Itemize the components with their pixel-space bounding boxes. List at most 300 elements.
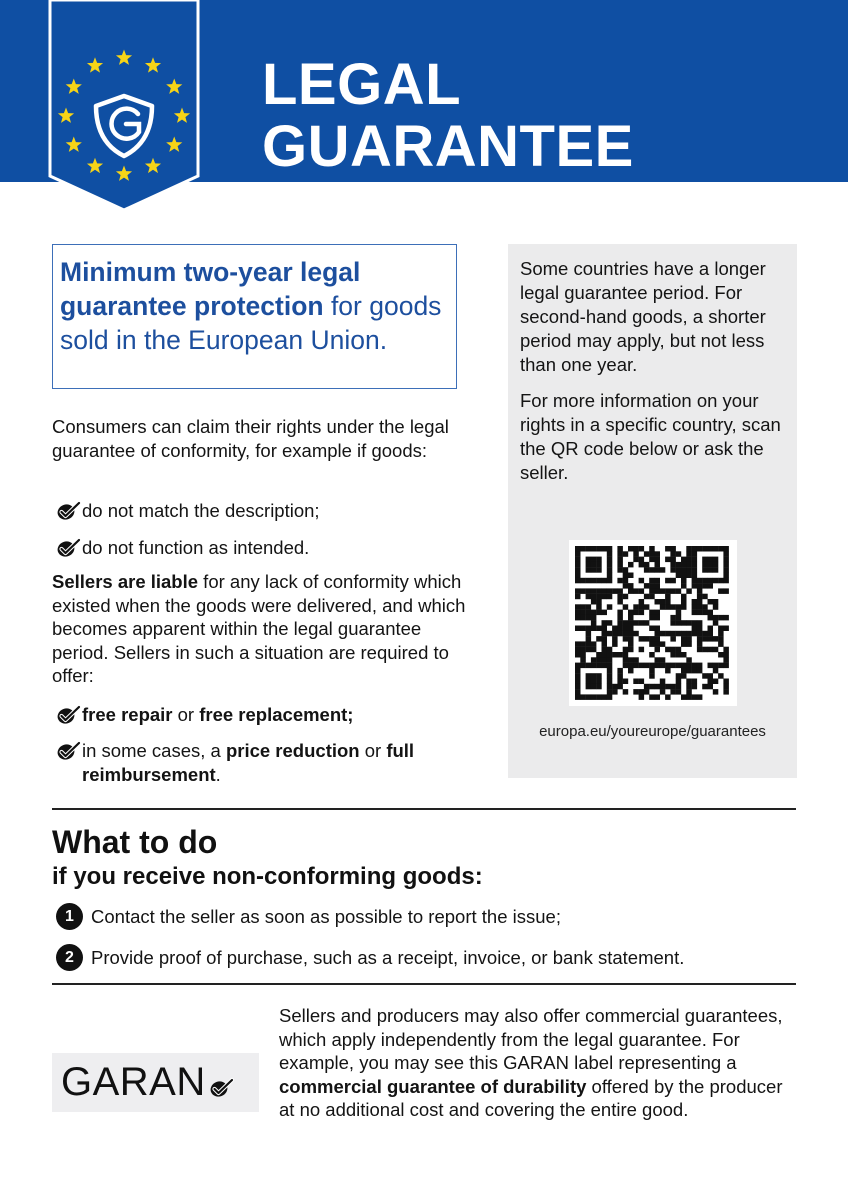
title-line-1: LEGAL: [262, 52, 462, 117]
qr-module: [718, 641, 724, 647]
qr-module: [607, 620, 613, 626]
qr-module: [708, 631, 714, 637]
qr-module: [670, 647, 676, 653]
qr-module: [591, 663, 597, 669]
qr-module: [628, 573, 634, 579]
qr-module: [580, 652, 586, 658]
qr-module: [596, 546, 602, 552]
qr-module: [723, 551, 729, 557]
qr-module: [718, 673, 724, 679]
qr-module: [697, 610, 703, 616]
qr-module: [633, 604, 639, 610]
qr-module: [623, 573, 629, 579]
qr-module: [575, 694, 581, 700]
qr-module: [665, 588, 671, 594]
qr-module: [686, 620, 692, 626]
qr-module: [697, 588, 703, 594]
qr-module: [607, 679, 613, 685]
qr-module: [623, 578, 629, 584]
qr-module: [718, 652, 724, 658]
qr-module: [665, 578, 671, 584]
qr-module: [686, 694, 692, 700]
qr-module: [617, 578, 623, 584]
qr-module: [670, 567, 676, 573]
qr-module: [702, 557, 708, 563]
qr-module: [607, 631, 613, 637]
remedy-repair: free repair: [82, 704, 173, 725]
qr-module: [676, 673, 682, 679]
qr-module: [591, 673, 597, 679]
qr-module: [713, 663, 719, 669]
qr-module: [686, 641, 692, 647]
qr-module: [575, 626, 581, 632]
qr-module: [686, 689, 692, 695]
qr-module: [575, 663, 581, 669]
qr-module: [602, 647, 608, 653]
qr-module: [723, 663, 729, 669]
qr-module: [633, 657, 639, 663]
qr-module: [628, 546, 634, 552]
qr-module: [644, 594, 650, 600]
qr-module: [596, 694, 602, 700]
qr-module: [681, 599, 687, 605]
qr-module: [649, 626, 655, 632]
qr-module: [586, 631, 592, 637]
qr-module: [708, 610, 714, 616]
divider: [52, 983, 796, 985]
qr-module: [586, 557, 592, 563]
qr-module: [670, 684, 676, 690]
qr-module: [617, 551, 623, 557]
qr-module: [623, 636, 629, 642]
qr-module: [713, 647, 719, 653]
qr-module: [713, 620, 719, 626]
qr-module: [617, 557, 623, 563]
qr-module: [686, 573, 692, 579]
qr-module: [617, 567, 623, 573]
qr-module: [676, 684, 682, 690]
qr-module: [623, 679, 629, 685]
qr-module: [681, 604, 687, 610]
qr-module: [670, 551, 676, 557]
qr-module: [612, 636, 618, 642]
qr-module: [649, 652, 655, 658]
qr-module: [575, 551, 581, 557]
qr-module: [681, 673, 687, 679]
intro-rest: for goods sold in the European Union.: [60, 291, 442, 355]
qr-module: [718, 636, 724, 642]
qr-module: [596, 562, 602, 568]
qr-module: [623, 620, 629, 626]
what-to-do-heading: What to do: [52, 824, 218, 860]
qr-module: [702, 578, 708, 584]
qr-module: [575, 567, 581, 573]
qr-module: [723, 588, 729, 594]
qr-module: [623, 583, 629, 589]
qr-module: [681, 663, 687, 669]
qr-module: [692, 663, 698, 669]
qr-module: [708, 615, 714, 621]
qr-module: [708, 679, 714, 685]
qr-module: [586, 694, 592, 700]
qr-module: [591, 599, 597, 605]
qr-module: [639, 546, 645, 552]
qr-module: [723, 684, 729, 690]
qr-module: [660, 567, 666, 573]
qr-module: [713, 679, 719, 685]
qr-module: [681, 694, 687, 700]
qr-module: [670, 620, 676, 626]
qr-module: [612, 689, 618, 695]
qr-module: [649, 615, 655, 621]
check-icon: [56, 704, 82, 726]
qr-module: [697, 631, 703, 637]
qr-module: [580, 694, 586, 700]
qr-module: [586, 594, 592, 600]
qr-module: [596, 604, 602, 610]
qr-module: [718, 626, 724, 632]
qr-module: [676, 620, 682, 626]
qr-module: [665, 684, 671, 690]
qr-module: [708, 562, 714, 568]
qr-module: [633, 689, 639, 695]
qr-code-graphic: [575, 546, 731, 700]
qr-module: [639, 610, 645, 616]
qr-module: [602, 588, 608, 594]
qr-module: [644, 583, 650, 589]
qr-module: [575, 604, 581, 610]
qr-module: [580, 663, 586, 669]
qr-module: [655, 631, 661, 637]
qr-module: [602, 610, 608, 616]
qr-module: [628, 657, 634, 663]
qr-module: [612, 641, 618, 647]
qr-module: [681, 583, 687, 589]
qr-module: [692, 668, 698, 674]
qr-module: [708, 673, 714, 679]
qr-module: [702, 610, 708, 616]
qr-module: [639, 620, 645, 626]
qr-module: [660, 689, 666, 695]
commercial-bold: commercial guarantee of durability: [279, 1075, 587, 1097]
qr-module: [580, 626, 586, 632]
qr-module: [617, 562, 623, 568]
qr-module: [697, 663, 703, 669]
qr-module: [692, 620, 698, 626]
qr-module: [686, 557, 692, 563]
qr-module: [713, 689, 719, 695]
qr-module: [692, 610, 698, 616]
qr-module: [623, 652, 629, 658]
qr-module: [639, 694, 645, 700]
qr-module: [649, 583, 655, 589]
qr-module: [575, 557, 581, 563]
qr-module: [686, 567, 692, 573]
liability-paragraph: [52, 570, 472, 688]
liability-rest: for any lack of conformity which existed when the goods were delivered, and which becomes apparent within the legal guarantee period. Sellers in such a situation are required to offer:: [52, 571, 466, 686]
qr-module: [649, 663, 655, 669]
qr-module: [697, 626, 703, 632]
qr-module: [713, 615, 719, 621]
qr-module: [697, 583, 703, 589]
qr-module: [681, 578, 687, 584]
qr-module: [686, 684, 692, 690]
qr-module: [612, 631, 618, 637]
qr-module: [602, 620, 608, 626]
qr-module: [623, 663, 629, 669]
qr-module: [617, 610, 623, 616]
qr-module: [670, 652, 676, 658]
qr-module: [692, 546, 698, 552]
qr-module: [655, 578, 661, 584]
remedy2-price-reduction: price reduction: [225, 740, 360, 761]
qr-module: [692, 562, 698, 568]
qr-module: [708, 684, 714, 690]
qr-module: [586, 588, 592, 594]
qr-module: [575, 668, 581, 674]
rights-item-description: [56, 499, 320, 523]
qr-module: [639, 679, 645, 685]
qr-module: [655, 599, 661, 605]
qr-module: [617, 652, 623, 658]
qr-module: [628, 636, 634, 642]
qr-module: [580, 641, 586, 647]
garan-label: [52, 1053, 259, 1112]
qr-module: [623, 626, 629, 632]
qr-module: [665, 694, 671, 700]
qr-module: [633, 546, 639, 552]
qr-module: [676, 588, 682, 594]
qr-module: [676, 615, 682, 621]
qr-module: [702, 631, 708, 637]
eu-shield-logo-icon: [48, 0, 200, 212]
qr-module: [655, 583, 661, 589]
qr-module: [681, 641, 687, 647]
qr-module: [596, 652, 602, 658]
qr-module: [591, 557, 597, 563]
qr-module: [586, 562, 592, 568]
qr-module: [580, 546, 586, 552]
qr-module: [660, 599, 666, 605]
qr-module: [602, 594, 608, 600]
qr-module: [602, 657, 608, 663]
qr-module: [655, 562, 661, 568]
qr-module: [713, 668, 719, 674]
qr-module: [718, 546, 724, 552]
qr-module: [586, 636, 592, 642]
qr-module: [718, 663, 724, 669]
qr-module: [644, 567, 650, 573]
qr-module: [575, 573, 581, 579]
step-2: [56, 944, 684, 971]
qr-module: [670, 578, 676, 584]
qr-module: [681, 668, 687, 674]
qr-module: [660, 657, 666, 663]
qr-module: [665, 668, 671, 674]
qr-module: [718, 631, 724, 637]
remedy2-full-reimbursement: full reimbursement: [82, 740, 415, 785]
qr-module: [623, 631, 629, 637]
qr-module: [692, 684, 698, 690]
qr-module: [660, 684, 666, 690]
qr-module: [723, 689, 729, 695]
qr-module: [607, 567, 613, 573]
qr-module: [697, 604, 703, 610]
qr-module: [633, 551, 639, 557]
qr-module: [639, 599, 645, 605]
qr-module: [633, 631, 639, 637]
qr-module: [692, 557, 698, 563]
qr-module: [617, 620, 623, 626]
qr-code-icon[interactable]: [569, 540, 737, 706]
qr-module: [708, 636, 714, 642]
qr-module: [591, 578, 597, 584]
qr-module: [607, 588, 613, 594]
qr-module: [607, 684, 613, 690]
qr-module: [612, 588, 618, 594]
step-number-2-icon: 2: [56, 944, 83, 971]
qr-module: [575, 641, 581, 647]
side-paragraph-1: Some countries have a longer legal guarantee period. For second-hand goods, a shorter period may apply, but not less than one year.: [520, 258, 766, 375]
qr-module: [655, 641, 661, 647]
qr-module: [602, 652, 608, 658]
qr-module: [575, 684, 581, 690]
qr-module: [607, 663, 613, 669]
qr-module: [702, 647, 708, 653]
qr-module: [575, 689, 581, 695]
qr-module: [649, 641, 655, 647]
qr-module: [602, 663, 608, 669]
qr-module: [633, 679, 639, 685]
remedy-item-repair: [56, 703, 353, 727]
qr-module: [676, 689, 682, 695]
guarantee-url-link[interactable]: europa.eu/youreurope/guarantees: [539, 723, 766, 740]
qr-module: [607, 604, 613, 610]
qr-module: [596, 610, 602, 616]
qr-module: [676, 631, 682, 637]
qr-module: [644, 684, 650, 690]
qr-module: [591, 567, 597, 573]
qr-module: [602, 641, 608, 647]
qr-module: [575, 679, 581, 685]
qr-module: [649, 557, 655, 563]
qr-module: [617, 588, 623, 594]
qr-module: [649, 551, 655, 557]
qr-module: [617, 673, 623, 679]
qr-module: [723, 652, 729, 658]
qr-module: [580, 647, 586, 653]
qr-module: [591, 562, 597, 568]
qr-module: [660, 679, 666, 685]
qr-module: [692, 631, 698, 637]
qr-module: [586, 679, 592, 685]
qr-module: [575, 578, 581, 584]
qr-module: [655, 694, 661, 700]
qr-module: [623, 567, 629, 573]
qr-module: [665, 604, 671, 610]
qr-module: [670, 636, 676, 642]
qr-module: [692, 694, 698, 700]
qr-module: [649, 578, 655, 584]
qr-module: [591, 641, 597, 647]
qr-module: [644, 562, 650, 568]
qr-module: [639, 557, 645, 563]
qr-module: [644, 636, 650, 642]
qr-module: [602, 546, 608, 552]
qr-module: [628, 631, 634, 637]
liability-bold: Sellers are liable: [52, 571, 199, 592]
qr-module: [633, 557, 639, 563]
qr-module: [617, 546, 623, 552]
qr-module: [692, 573, 698, 579]
qr-module: [681, 652, 687, 658]
qr-module: [665, 647, 671, 653]
qr-module: [644, 620, 650, 626]
qr-module: [665, 599, 671, 605]
qr-module: [591, 620, 597, 626]
qr-module: [586, 604, 592, 610]
qr-module: [575, 615, 581, 621]
qr-module: [596, 578, 602, 584]
qr-module: [660, 588, 666, 594]
check-icon: [56, 537, 82, 559]
qr-module: [607, 673, 613, 679]
qr-module: [607, 546, 613, 552]
qr-module: [586, 567, 592, 573]
qr-module: [697, 594, 703, 600]
qr-module: [586, 641, 592, 647]
qr-module: [591, 594, 597, 600]
qr-module: [586, 546, 592, 552]
qr-module: [633, 610, 639, 616]
qr-module: [607, 647, 613, 653]
qr-module: [617, 615, 623, 621]
qr-module: [713, 562, 719, 568]
qr-module: [655, 551, 661, 557]
qr-module: [686, 679, 692, 685]
qr-module: [708, 599, 714, 605]
qr-module: [607, 689, 613, 695]
qr-module: [655, 636, 661, 642]
qr-module: [723, 557, 729, 563]
qr-module: [697, 641, 703, 647]
qr-module: [617, 599, 623, 605]
qr-module: [655, 557, 661, 563]
qr-module: [628, 588, 634, 594]
qr-module: [628, 647, 634, 653]
qr-module: [591, 546, 597, 552]
qr-module: [628, 583, 634, 589]
qr-module: [708, 583, 714, 589]
qr-module: [670, 562, 676, 568]
qr-module: [686, 657, 692, 663]
qr-module: [612, 626, 618, 632]
remedy-or: or: [172, 704, 200, 725]
qr-module: [591, 615, 597, 621]
qr-module: [660, 631, 666, 637]
qr-module: [602, 631, 608, 637]
qr-module: [723, 615, 729, 621]
qr-module: [591, 657, 597, 663]
qr-module: [708, 626, 714, 632]
garan-label-text: GARAN: [61, 1060, 206, 1104]
qr-module: [686, 631, 692, 637]
qr-module: [644, 604, 650, 610]
qr-module: [586, 647, 592, 653]
qr-module: [575, 594, 581, 600]
qr-module: [628, 641, 634, 647]
qr-module: [596, 657, 602, 663]
